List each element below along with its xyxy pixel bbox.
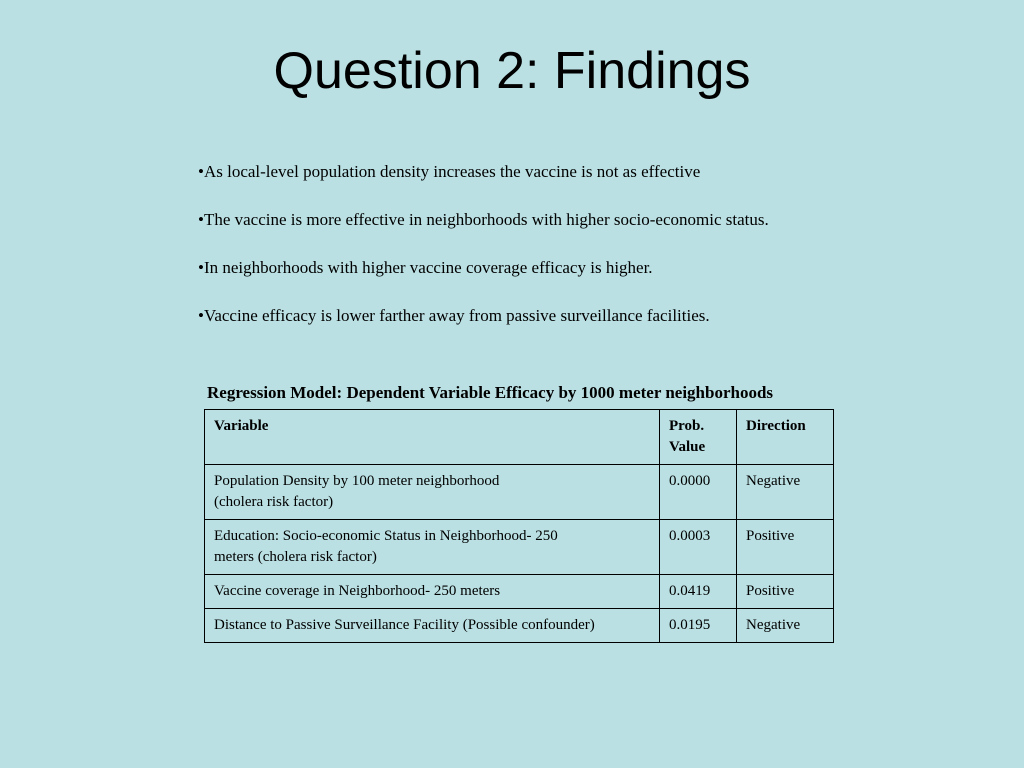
table-header-row [205,410,834,465]
slide-title: Question 2: Findings [273,42,751,100]
findings-bullet-list [198,158,769,350]
table-row [205,609,834,643]
cell-prob: 0.0000 [660,465,737,520]
cell-direction: Positive [737,520,834,575]
table-row [205,520,834,575]
variable-line2: meters (cholera risk factor) [214,549,377,565]
bullet-item: •In neighborhoods with higher vaccine coverage efficacy is higher. [198,258,653,277]
header-prob-line2: Value [669,439,706,455]
cell-prob: 0.0195 [660,609,737,643]
cell-variable: Vaccine coverage in Neighborhood- 250 meters [205,575,660,609]
cell-variable: Distance to Passive Surveillance Facility (Possible confounder) [205,609,660,643]
table-caption: Regression Model: Dependent Variable Efficacy by 1000 meter neighborhoods [207,383,774,402]
cell-prob: 0.0003 [660,520,737,575]
bullet-item: •Vaccine efficacy is lower farther away from passive surveillance facilities. [198,306,710,325]
bullet-item: •As local-level population density increases the vaccine is not as effective [198,162,701,181]
header-direction: Direction [737,410,834,465]
cell-variable [205,520,660,575]
cell-direction: Positive [737,575,834,609]
variable-line1: Population Density by 100 meter neighborhood [214,473,500,489]
cell-direction: Negative [737,609,834,643]
header-variable: Variable [205,410,660,465]
bullet-item: •The vaccine is more effective in neighborhoods with higher socio-economic status. [198,210,769,229]
variable-line1: Education: Socio-economic Status in Neighborhood- 250 [214,528,558,544]
variable-line2: (cholera risk factor) [214,494,334,510]
header-prob-value [660,410,737,465]
header-prob-line1: Prob. [669,418,705,434]
table-row [205,465,834,520]
regression-table [204,409,834,643]
cell-variable [205,465,660,520]
cell-prob: 0.0419 [660,575,737,609]
table-row [205,575,834,609]
cell-direction: Negative [737,465,834,520]
